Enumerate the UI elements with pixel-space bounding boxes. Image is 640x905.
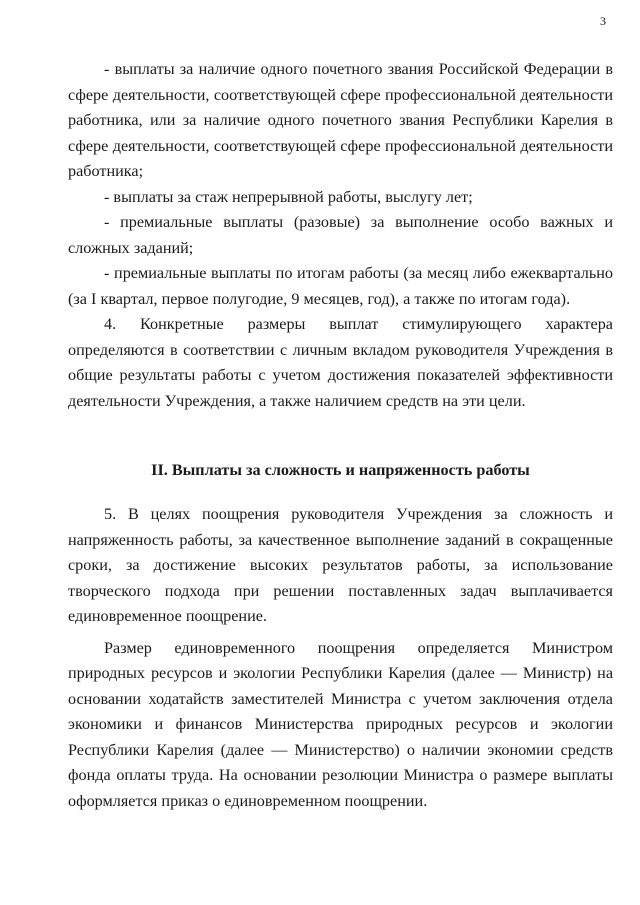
bullet-performance-bonus: - премиальные выплаты по итогам работы (за месяц либо ежеквартально (за I квартал, первое полугодие, 9 месяцев, год), а также по итогам года). (68, 264, 613, 308)
bullet-honorary-title: - выплаты за наличие одного почетного звания Российской Федерации в сфере деятельности, соответствующей сфере профессиональной деятельности работника, или за наличие одного почетного звания Республики Карелия в сфере деятельности, соответствующей сфере профессиональной деятельности работника; (68, 60, 613, 180)
section-2-heading: II. Выплаты за сложность и напряженность работы (151, 461, 530, 479)
section-1-body (68, 57, 613, 414)
bullet-seniority: - выплаты за стаж непрерывной работы, выслугу лет; (104, 187, 473, 206)
paragraph-6: Размер единовременного поощрения определяется Министром природных ресурсов и экологии Республики Карелия (далее — Министр) на основании ходатайств заместителей Министра с учетом заключения отдела экономики и финансов Министерства природных ресурсов и экологии Республики Карелия (далее — Министерство) о наличии экономии средств фонда оплаты труда. На основании резолюции Министра о размере выплаты оформляется приказ о единовременном поощрении. (68, 638, 613, 810)
bullet-one-time-bonus: - премиальные выплаты (разовые) за выполнение особо важных и сложных заданий; (68, 213, 613, 257)
page-number: 3 (600, 14, 606, 28)
paragraph-5: 5. В целях поощрения руководителя Учреждения за сложность и напряженность работы, за качественное выполнение заданий в сокращенные сроки, за достижение высоких результатов работы, за использование творческого подхода при решении поставленных задач выплачивается единовременное поощрение. (68, 505, 613, 625)
paragraph-4: 4. Конкретные размеры выплат стимулирующего характера определяются в соответствии с личным вкладом руководителя Учреждения в общие результаты работы с учетом достижения показателей эффективности деятельности Учреждения, а также наличием средств на эти цели. (68, 315, 613, 410)
section-2-body (68, 502, 613, 814)
